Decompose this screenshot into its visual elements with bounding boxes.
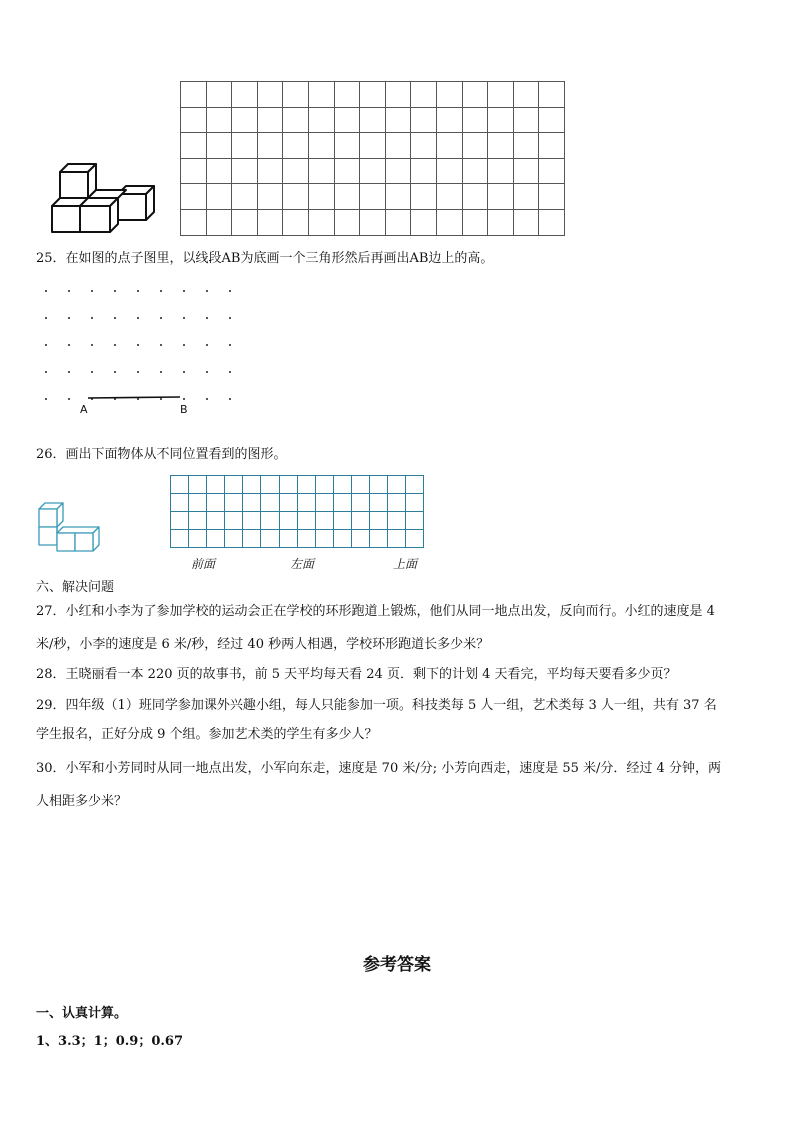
grid-q26-cell <box>297 512 315 530</box>
grid-q24-cell <box>539 107 565 133</box>
grid-dot <box>137 371 139 373</box>
grid-q24-cell <box>283 209 309 235</box>
view-label-front: 前面 <box>191 557 216 571</box>
problem-28-line1: 28．王晓丽看一本 220 页的故事书，前 5 天平均每天看 24 页．剩下的计划 4 天看完，平均每天要看多少页？ <box>36 667 677 682</box>
grid-dot <box>206 398 208 400</box>
grid-q26-cell <box>315 494 333 512</box>
label-a: A <box>80 403 88 416</box>
grid-q24-cell <box>411 209 437 235</box>
problem-27-line2: 米/秒，小李的速度是 6 米/秒，经过 40 秒两人相遇，学校环形跑道长多少米？ <box>36 637 490 652</box>
question-26-text: 26．画出下面物体从不同位置看到的图形。 <box>36 447 287 462</box>
grid-q26-cell <box>171 494 189 512</box>
grid-dot <box>137 290 139 292</box>
grid-q24-cell <box>385 184 411 210</box>
grid-q24-cell <box>385 209 411 235</box>
problem-30 <box>36 754 762 816</box>
grid-q24-cell <box>283 184 309 210</box>
grid-q24-cell <box>513 133 539 159</box>
grid-dot <box>137 317 139 319</box>
problem-30-line1: 30．小军和小芳同时从同一地点出发，小军向东走，速度是 70 米/分; 小芳向西走，速度是 55 米/分．经过 4 分钟，两 <box>36 761 721 776</box>
grid-q24-cell <box>232 82 258 108</box>
grid-q24-cell <box>181 82 207 108</box>
grid-q24-cell <box>283 82 309 108</box>
grid-q26-cell <box>207 530 225 548</box>
grid-q24-cell <box>385 133 411 159</box>
grid-q26-cell <box>225 512 243 530</box>
grid-q24-cell <box>232 158 258 184</box>
grid-dot <box>91 290 93 292</box>
grid-q24-cell <box>436 107 462 133</box>
grid-q24-cell <box>232 209 258 235</box>
grid-q24-cell <box>411 158 437 184</box>
grid-q24-cell <box>411 107 437 133</box>
grid-q24-cell <box>283 133 309 159</box>
grid-q26-cell <box>406 512 424 530</box>
grid-q24-cell <box>411 82 437 108</box>
grid-q26-cell <box>261 530 279 548</box>
grid-q26-cell <box>315 530 333 548</box>
blue-cube-figure <box>36 500 100 552</box>
grid-q24-cell <box>308 184 334 210</box>
grid-q26-cell <box>189 494 207 512</box>
grid-dot <box>68 344 70 346</box>
grid-q26-row <box>171 476 424 494</box>
problem-29-line2: 学生报名，正好分成 9 个组。参加艺术类的学生有多少人？ <box>36 727 378 742</box>
grid-q24-cell <box>539 133 565 159</box>
grid-q26-cell <box>388 530 406 548</box>
grid-q26-cell <box>189 476 207 494</box>
grid-dot <box>206 371 208 373</box>
grid-q24-cell <box>232 107 258 133</box>
grid-q24-cell <box>206 107 232 133</box>
grid-q24-cell <box>283 158 309 184</box>
grid-q26-cell <box>297 494 315 512</box>
grid-q24-cell <box>488 82 514 108</box>
grid-q26-cell <box>370 512 388 530</box>
grid-dot <box>160 371 162 373</box>
grid-q26-cell <box>406 530 424 548</box>
problem-29-line1: 29．四年级（1）班同学参加课外兴趣小组，每人只能参加一项。科技类每 5 人一组，艺术类每 3 人一组，共有 37 名 <box>36 698 717 713</box>
grid-q26-cell <box>279 512 297 530</box>
grid-q24-cell <box>308 209 334 235</box>
grid-dot <box>206 317 208 319</box>
grid-q24-cell <box>462 107 488 133</box>
grid-q24-cell <box>283 107 309 133</box>
drawing-grid-q24 <box>180 81 565 236</box>
grid-q26-cell <box>388 494 406 512</box>
grid-q24-cell <box>462 209 488 235</box>
grid-q24-cell <box>334 82 360 108</box>
grid-q24-cell <box>462 158 488 184</box>
segment-ab <box>86 394 186 402</box>
grid-q24-cell <box>360 184 386 210</box>
grid-q24-cell <box>462 133 488 159</box>
grid-dot <box>68 317 70 319</box>
grid-q26-cell <box>279 530 297 548</box>
grid-q24-cell <box>539 184 565 210</box>
grid-dot <box>183 290 185 292</box>
grid-q26-cell <box>261 476 279 494</box>
grid-q24-cell <box>539 82 565 108</box>
grid-dot <box>229 290 231 292</box>
grid-q24-cell <box>462 82 488 108</box>
grid-q26-cell <box>243 512 261 530</box>
grid-q26-cell <box>370 530 388 548</box>
grid-dot <box>183 344 185 346</box>
grid-q24-cell <box>360 158 386 184</box>
grid-q24-cell <box>436 209 462 235</box>
grid-q24-cell <box>436 184 462 210</box>
cube-stack-figure <box>46 160 158 235</box>
grid-dot <box>45 398 47 400</box>
grid-dot <box>114 290 116 292</box>
grid-q24-cell <box>513 184 539 210</box>
grid-q24-cell <box>257 82 283 108</box>
grid-dot <box>206 290 208 292</box>
grid-q24-cell <box>308 133 334 159</box>
grid-q24-cell <box>385 107 411 133</box>
grid-q26-cell <box>225 476 243 494</box>
grid-dot <box>45 290 47 292</box>
grid-q24-row <box>181 209 565 235</box>
answer-section-1: 一、认真计算。 <box>36 1006 128 1021</box>
grid-q26-cell <box>207 476 225 494</box>
grid-q24-cell <box>411 133 437 159</box>
grid-dot <box>45 317 47 319</box>
grid-q24-cell <box>206 82 232 108</box>
grid-q24-row <box>181 158 565 184</box>
grid-q24-cell <box>488 158 514 184</box>
grid-dot <box>91 371 93 373</box>
grid-q24-cell <box>181 209 207 235</box>
grid-q26-cell <box>207 512 225 530</box>
question-25-text: 25．在如图的点子图里，以线段AB为底画一个三角形然后再画出AB边上的高。 <box>36 251 494 266</box>
grid-q24-cell <box>181 133 207 159</box>
grid-q24-cell <box>206 158 232 184</box>
grid-q26-row <box>171 530 424 548</box>
grid-q24-cell <box>360 133 386 159</box>
grid-q26-cell <box>189 530 207 548</box>
grid-dot <box>160 290 162 292</box>
grid-q26-cell <box>243 494 261 512</box>
grid-dot <box>137 344 139 346</box>
grid-q24-cell <box>436 82 462 108</box>
grid-q26-cell <box>370 494 388 512</box>
grid-q26-cell <box>243 530 261 548</box>
grid-q24-cell <box>232 184 258 210</box>
grid-q24-cell <box>513 209 539 235</box>
grid-q26-cell <box>225 494 243 512</box>
grid-q24-cell <box>539 209 565 235</box>
grid-q26-cell <box>315 476 333 494</box>
grid-q26-cell <box>261 494 279 512</box>
grid-dot <box>45 344 47 346</box>
grid-dot <box>68 371 70 373</box>
grid-q26-cell <box>279 494 297 512</box>
grid-q26-cell <box>388 512 406 530</box>
answer-1: 1、3.3；1；0.9；0.67 <box>36 1034 183 1049</box>
grid-q24-row <box>181 82 565 108</box>
grid-dot <box>160 344 162 346</box>
grid-dot <box>114 317 116 319</box>
grid-q24-cell <box>488 209 514 235</box>
grid-dot <box>114 371 116 373</box>
grid-q24-cell <box>360 107 386 133</box>
problem-27-line1: 27．小红和小李为了参加学校的运动会正在学校的环形跑道上锻炼，他们从同一地点出发，反向而行。小红的速度是 4 <box>36 604 715 619</box>
grid-q24-row <box>181 184 565 210</box>
grid-q24-cell <box>257 107 283 133</box>
view-label-left: 左面 <box>290 557 315 571</box>
grid-q24-cell <box>257 184 283 210</box>
grid-q24-cell <box>360 82 386 108</box>
grid-q26-cell <box>189 512 207 530</box>
grid-q24-cell <box>513 158 539 184</box>
grid-q24-cell <box>181 107 207 133</box>
grid-q26-cell <box>351 512 369 530</box>
grid-q24-cell <box>462 184 488 210</box>
grid-q26-cell <box>351 494 369 512</box>
grid-dot <box>45 371 47 373</box>
grid-q26-cell <box>351 530 369 548</box>
grid-q26-cell <box>279 476 297 494</box>
grid-dot <box>183 317 185 319</box>
grid-q24-cell <box>181 158 207 184</box>
grid-q26-cell <box>171 476 189 494</box>
label-b: B <box>180 403 188 416</box>
grid-dot <box>229 344 231 346</box>
grid-q26-cell <box>225 530 243 548</box>
grid-q24-cell <box>257 209 283 235</box>
grid-q26-cell <box>171 530 189 548</box>
grid-dot <box>160 317 162 319</box>
grid-dot <box>91 344 93 346</box>
problem-28 <box>36 660 762 689</box>
grid-q24-cell <box>436 133 462 159</box>
grid-q24-cell <box>334 133 360 159</box>
drawing-grid-q26 <box>170 475 424 548</box>
grid-q24-cell <box>513 82 539 108</box>
grid-q26-cell <box>243 476 261 494</box>
grid-q26-cell <box>333 494 351 512</box>
grid-q26-cell <box>315 512 333 530</box>
grid-q24-cell <box>334 158 360 184</box>
grid-q26-cell <box>297 530 315 548</box>
grid-q24-cell <box>257 158 283 184</box>
grid-dot <box>229 398 231 400</box>
grid-q24-cell <box>488 107 514 133</box>
grid-q24-cell <box>181 184 207 210</box>
grid-dot <box>183 371 185 373</box>
grid-dot <box>91 317 93 319</box>
problem-27 <box>36 597 762 659</box>
grid-q24-cell <box>334 107 360 133</box>
grid-q26-cell <box>207 494 225 512</box>
grid-q26-cell <box>388 476 406 494</box>
grid-dot <box>229 317 231 319</box>
view-label-top: 上面 <box>393 557 418 571</box>
grid-q24-cell <box>385 158 411 184</box>
grid-q26-cell <box>261 512 279 530</box>
grid-q26-cell <box>171 512 189 530</box>
section-6-title: 六、解决问题 <box>36 580 115 595</box>
problem-29 <box>36 691 762 749</box>
grid-q24-row <box>181 107 565 133</box>
grid-q26-cell <box>406 494 424 512</box>
grid-q24-cell <box>539 158 565 184</box>
grid-q24-cell <box>206 184 232 210</box>
grid-q24-cell <box>206 209 232 235</box>
grid-q26-row <box>171 494 424 512</box>
grid-q24-cell <box>513 107 539 133</box>
grid-q24-cell <box>308 107 334 133</box>
grid-q24-cell <box>411 184 437 210</box>
grid-q24-cell <box>488 184 514 210</box>
grid-q26-cell <box>297 476 315 494</box>
grid-dot <box>68 398 70 400</box>
grid-q24-cell <box>257 133 283 159</box>
answer-key-title: 参考答案 <box>363 955 431 975</box>
grid-q26-cell <box>370 476 388 494</box>
grid-q26-cell <box>351 476 369 494</box>
grid-q24-cell <box>334 209 360 235</box>
question-25 <box>36 244 762 273</box>
grid-q24-cell <box>488 133 514 159</box>
question-26 <box>36 440 762 469</box>
grid-dot <box>68 290 70 292</box>
grid-q26-row <box>171 512 424 530</box>
grid-dot <box>206 344 208 346</box>
grid-q24-cell <box>334 184 360 210</box>
grid-q24-cell <box>436 158 462 184</box>
grid-dot <box>114 344 116 346</box>
grid-q24-cell <box>360 209 386 235</box>
grid-q24-row <box>181 133 565 159</box>
grid-q26-cell <box>333 512 351 530</box>
grid-dot <box>229 371 231 373</box>
grid-q26-cell <box>333 476 351 494</box>
problem-30-line2: 人相距多少米？ <box>36 794 128 809</box>
grid-q26-cell <box>333 530 351 548</box>
grid-q24-cell <box>206 133 232 159</box>
grid-q24-cell <box>385 82 411 108</box>
grid-q24-cell <box>308 158 334 184</box>
grid-q24-cell <box>308 82 334 108</box>
grid-q24-cell <box>232 133 258 159</box>
grid-q26-cell <box>406 476 424 494</box>
